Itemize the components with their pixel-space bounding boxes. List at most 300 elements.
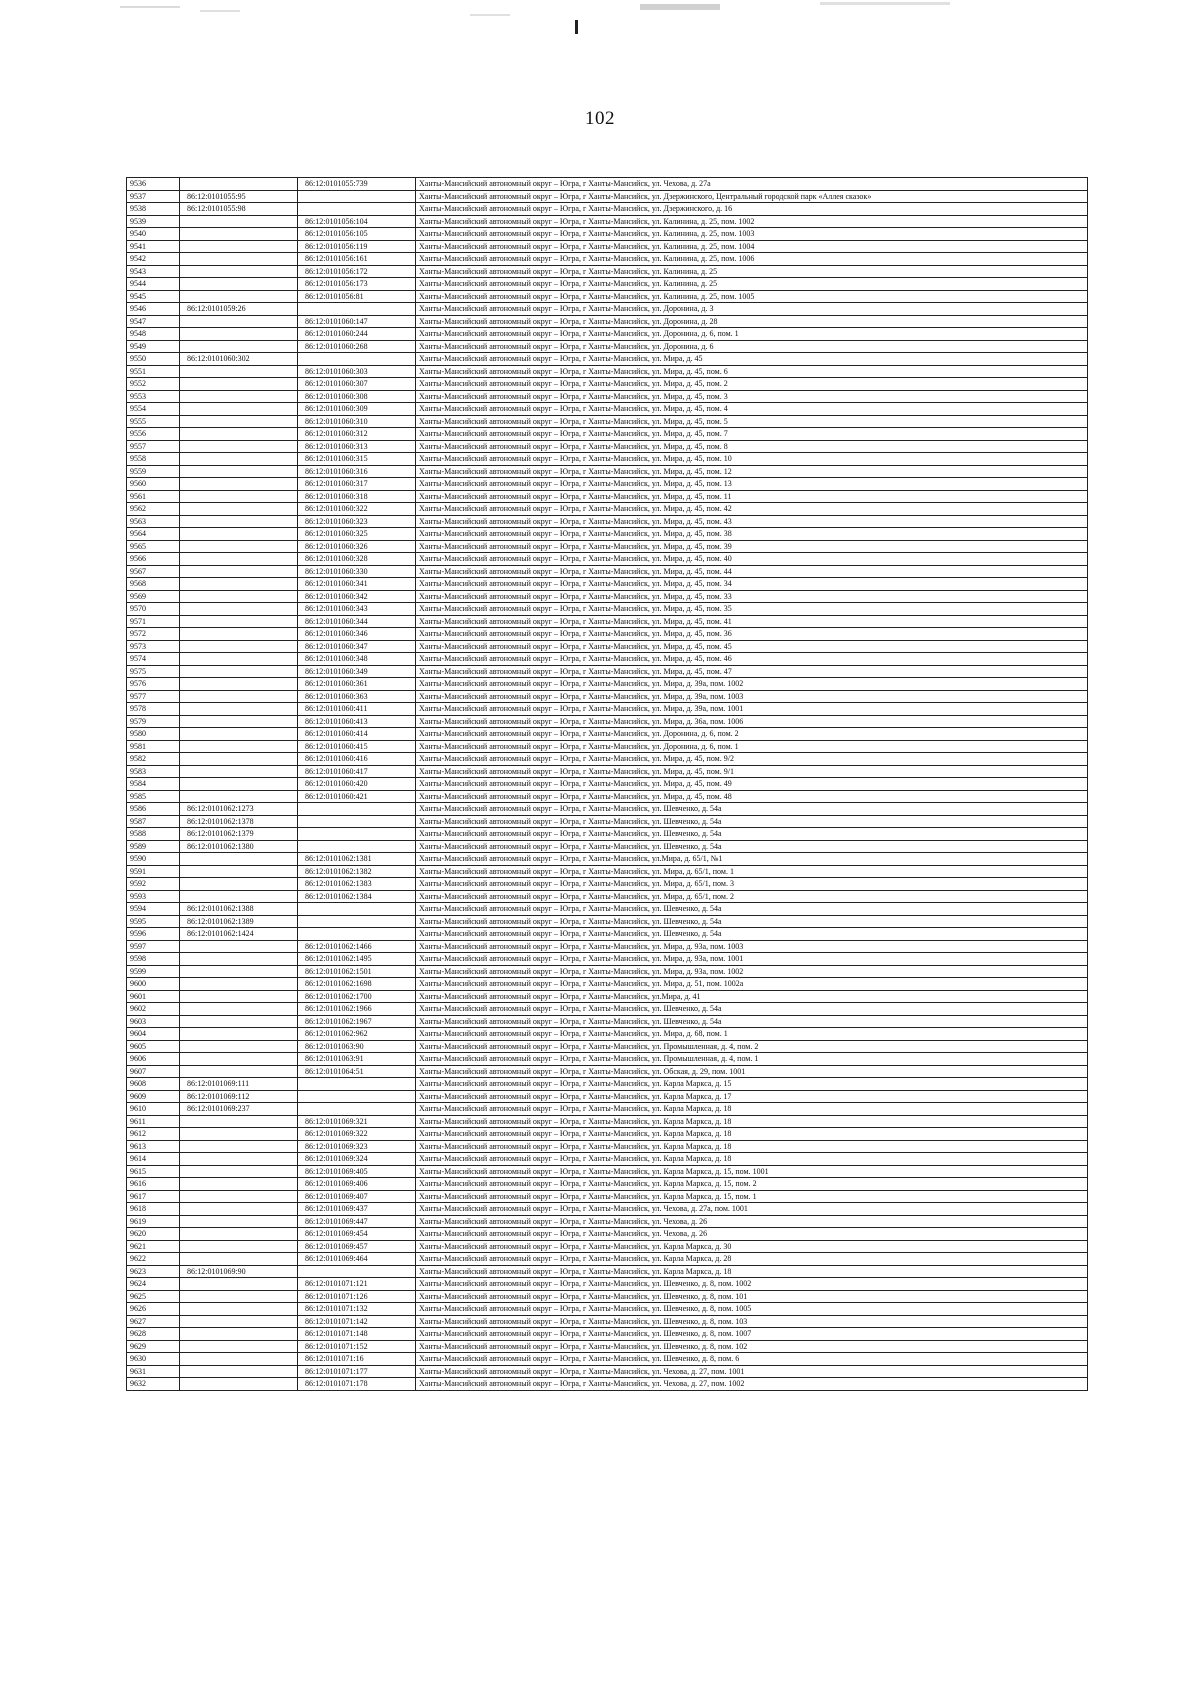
parcel-number-cell: 86:12:0101062:1379 (180, 828, 298, 841)
address-cell: Ханты-Мансийский автономный округ – Югра, г Ханты-Мансийск, ул. Доронина, д. 6 (416, 340, 1088, 353)
premises-number-cell (298, 1103, 416, 1116)
table-row (127, 603, 1088, 616)
address-cell: Ханты-Мансийский автономный округ – Югра, г Ханты-Мансийск, ул. Мира, д. 45, пом. 38 (416, 528, 1088, 541)
table-row (127, 615, 1088, 628)
address-cell: Ханты-Мансийский автономный округ – Югра, г Ханты-Мансийск, ул. Калинина, д. 25, пом. 1006 (416, 253, 1088, 266)
premises-number-cell (298, 1078, 416, 1091)
parcel-number-cell (180, 528, 298, 541)
row-number-cell: 9600 (127, 978, 180, 991)
address-cell: Ханты-Мансийский автономный округ – Югра, г Ханты-Мансийск, ул. Карла Маркса, д. 15 (416, 1078, 1088, 1091)
parcel-number-cell (180, 990, 298, 1003)
row-number-cell: 9607 (127, 1065, 180, 1078)
table-row (127, 1215, 1088, 1228)
premises-number-cell: 86:12:0101060:307 (298, 378, 416, 391)
premises-number-cell: 86:12:0101071:126 (298, 1290, 416, 1303)
premises-number-cell: 86:12:0101069:464 (298, 1253, 416, 1266)
address-cell: Ханты-Мансийский автономный округ – Югра, г Ханты-Мансийск, ул. Мира, д. 65/1, пом. 2 (416, 890, 1088, 903)
parcel-number-cell (180, 553, 298, 566)
row-number-cell: 9548 (127, 328, 180, 341)
address-cell: Ханты-Мансийский автономный округ – Югра, г Ханты-Мансийск, ул. Мира, д. 45, пом. 6 (416, 365, 1088, 378)
parcel-number-cell (180, 340, 298, 353)
parcel-number-cell (180, 1340, 298, 1353)
table-row (127, 815, 1088, 828)
row-number-cell: 9626 (127, 1303, 180, 1316)
parcel-number-cell (180, 428, 298, 441)
address-cell: Ханты-Мансийский автономный округ – Югра, г Ханты-Мансийск, ул. Карла Маркса, д. 15, пом. 2 (416, 1178, 1088, 1191)
table-row (127, 790, 1088, 803)
row-number-cell: 9619 (127, 1215, 180, 1228)
row-number-cell: 9598 (127, 953, 180, 966)
address-cell: Ханты-Мансийский автономный округ – Югра, г Ханты-Мансийск, ул. Мира, д. 65/1, пом. 3 (416, 878, 1088, 891)
row-number-cell: 9620 (127, 1228, 180, 1241)
table-row (127, 203, 1088, 216)
row-number-cell: 9592 (127, 878, 180, 891)
address-cell: Ханты-Мансийский автономный округ – Югра, г Ханты-Мансийск, ул. Доронина, д. 6, пом. 1 (416, 740, 1088, 753)
address-cell: Ханты-Мансийский автономный округ – Югра, г Ханты-Мансийск, ул. Карла Маркса, д. 18 (416, 1128, 1088, 1141)
parcel-number-cell (180, 178, 298, 191)
row-number-cell: 9566 (127, 553, 180, 566)
address-cell: Ханты-Мансийский автономный округ – Югра, г Ханты-Мансийск, ул. Обская, д. 29, пом. 1001 (416, 1065, 1088, 1078)
address-cell: Ханты-Мансийский автономный округ – Югра, г Ханты-Мансийск, ул. Мира, д. 93а, пом. 1001 (416, 953, 1088, 966)
parcel-number-cell (180, 1115, 298, 1128)
parcel-number-cell (180, 640, 298, 653)
premises-number-cell (298, 903, 416, 916)
table-row (127, 828, 1088, 841)
address-cell: Ханты-Мансийский автономный округ – Югра, г Ханты-Мансийск, ул. Мира, д. 45, пом. 44 (416, 565, 1088, 578)
premises-number-cell: 86:12:0101060:313 (298, 440, 416, 453)
parcel-number-cell (180, 253, 298, 266)
parcel-number-cell (180, 453, 298, 466)
premises-number-cell: 86:12:0101071:121 (298, 1278, 416, 1291)
address-cell: Ханты-Мансийский автономный округ – Югра, г Ханты-Мансийск, ул. Мира, д. 45, пом. 8 (416, 440, 1088, 453)
table-row (127, 265, 1088, 278)
premises-number-cell: 86:12:0101060:342 (298, 590, 416, 603)
address-cell: Ханты-Мансийский автономный округ – Югра, г Ханты-Мансийск, ул. Мира, д. 45, пом. 36 (416, 628, 1088, 641)
address-cell: Ханты-Мансийский автономный округ – Югра, г Ханты-Мансийск, ул. Мира, д. 45, пом. 39 (416, 540, 1088, 553)
table-row (127, 1253, 1088, 1266)
premises-number-cell: 86:12:0101062:1384 (298, 890, 416, 903)
premises-number-cell: 86:12:0101056:105 (298, 228, 416, 241)
table-row (127, 315, 1088, 328)
premises-number-cell: 86:12:0101060:308 (298, 390, 416, 403)
premises-number-cell: 86:12:0101060:325 (298, 528, 416, 541)
table-row (127, 1053, 1088, 1066)
row-number-cell: 9543 (127, 265, 180, 278)
premises-number-cell: 86:12:0101069:323 (298, 1140, 416, 1153)
table-row (127, 678, 1088, 691)
row-number-cell: 9552 (127, 378, 180, 391)
parcel-number-cell (180, 1240, 298, 1253)
parcel-number-cell (180, 665, 298, 678)
row-number-cell: 9539 (127, 215, 180, 228)
row-number-cell: 9618 (127, 1203, 180, 1216)
row-number-cell: 9538 (127, 203, 180, 216)
address-cell: Ханты-Мансийский автономный округ – Югра, г Ханты-Мансийск, ул. Шевченко, д. 8, пом. 101 (416, 1290, 1088, 1303)
address-cell: Ханты-Мансийский автономный округ – Югра, г Ханты-Мансийск, ул. Мира, д. 45, пом. 43 (416, 515, 1088, 528)
parcel-number-cell (180, 728, 298, 741)
table-row (127, 1265, 1088, 1278)
address-cell: Ханты-Мансийский автономный округ – Югра, г Ханты-Мансийск, ул. Шевченко, д. 8, пом. 1007 (416, 1328, 1088, 1341)
parcel-number-cell (180, 215, 298, 228)
row-number-cell: 9603 (127, 1015, 180, 1028)
premises-number-cell: 86:12:0101071:148 (298, 1328, 416, 1341)
parcel-number-cell (180, 1140, 298, 1153)
row-number-cell: 9588 (127, 828, 180, 841)
parcel-number-cell (180, 315, 298, 328)
table-row (127, 703, 1088, 716)
table-row (127, 803, 1088, 816)
address-cell: Ханты-Мансийский автономный округ – Югра, г Ханты-Мансийск, ул. Карла Маркса, д. 18 (416, 1140, 1088, 1153)
row-number-cell: 9536 (127, 178, 180, 191)
address-cell: Ханты-Мансийский автономный округ – Югра, г Ханты-Мансийск, ул. Карла Маркса, д. 15, пом. 1 (416, 1190, 1088, 1203)
table-row (127, 303, 1088, 316)
row-number-cell: 9580 (127, 728, 180, 741)
table-row (127, 1303, 1088, 1316)
table-row (127, 765, 1088, 778)
table-row (127, 878, 1088, 891)
row-number-cell: 9593 (127, 890, 180, 903)
parcel-number-cell (180, 1128, 298, 1141)
premises-number-cell (298, 1265, 416, 1278)
address-cell: Ханты-Мансийский автономный округ – Югра, г Ханты-Мансийск, ул.Мира, д. 41 (416, 990, 1088, 1003)
address-cell: Ханты-Мансийский автономный округ – Югра, г Ханты-Мансийск, ул. Мира, д. 39а, пом. 1001 (416, 703, 1088, 716)
premises-number-cell: 86:12:0101056:172 (298, 265, 416, 278)
premises-number-cell: 86:12:0101060:317 (298, 478, 416, 491)
premises-number-cell: 86:12:0101071:16 (298, 1353, 416, 1366)
row-number-cell: 9558 (127, 453, 180, 466)
premises-number-cell: 86:12:0101060:416 (298, 753, 416, 766)
row-number-cell: 9563 (127, 515, 180, 528)
table-row (127, 1340, 1088, 1353)
premises-number-cell: 86:12:0101056:104 (298, 215, 416, 228)
address-cell: Ханты-Мансийский автономный округ – Югра, г Ханты-Мансийск, ул. Карла Маркса, д. 18 (416, 1115, 1088, 1128)
row-number-cell: 9573 (127, 640, 180, 653)
row-number-cell: 9565 (127, 540, 180, 553)
premises-number-cell: 86:12:0101062:1966 (298, 1003, 416, 1016)
parcel-number-cell (180, 1065, 298, 1078)
row-number-cell: 9570 (127, 603, 180, 616)
premises-number-cell: 86:12:0101060:326 (298, 540, 416, 553)
table-row (127, 890, 1088, 903)
parcel-number-cell (180, 1303, 298, 1316)
address-cell: Ханты-Мансийский автономный округ – Югра, г Ханты-Мансийск, ул. Мира, д. 45, пом. 4 (416, 403, 1088, 416)
row-number-cell: 9540 (127, 228, 180, 241)
address-cell: Ханты-Мансийский автономный округ – Югра, г Ханты-Мансийск, ул. Калинина, д. 25, пом. 1002 (416, 215, 1088, 228)
premises-number-cell: 86:12:0101063:90 (298, 1040, 416, 1053)
address-cell: Ханты-Мансийский автономный округ – Югра, г Ханты-Мансийск, ул. Мира, д. 65/1, пом. 1 (416, 865, 1088, 878)
parcel-number-cell (180, 590, 298, 603)
table-row (127, 915, 1088, 928)
row-number-cell: 9590 (127, 853, 180, 866)
premises-number-cell: 86:12:0101060:312 (298, 428, 416, 441)
premises-number-cell: 86:12:0101069:321 (298, 1115, 416, 1128)
premises-number-cell: 86:12:0101060:415 (298, 740, 416, 753)
address-cell: Ханты-Мансийский автономный округ – Югра, г Ханты-Мансийск, ул. Карла Маркса, д. 17 (416, 1090, 1088, 1103)
table-row (127, 353, 1088, 366)
table-row (127, 840, 1088, 853)
address-cell: Ханты-Мансийский автономный округ – Югра, г Ханты-Мансийск, ул. Шевченко, д. 8, пом. 1005 (416, 1303, 1088, 1316)
row-number-cell: 9629 (127, 1340, 180, 1353)
table-row (127, 453, 1088, 466)
parcel-number-cell (180, 403, 298, 416)
row-number-cell: 9606 (127, 1053, 180, 1066)
address-cell: Ханты-Мансийский автономный округ – Югра, г Ханты-Мансийск, ул. Мира, д. 93а, пом. 1003 (416, 940, 1088, 953)
row-number-cell: 9617 (127, 1190, 180, 1203)
premises-number-cell: 86:12:0101060:349 (298, 665, 416, 678)
row-number-cell: 9571 (127, 615, 180, 628)
premises-number-cell: 86:12:0101060:348 (298, 653, 416, 666)
premises-number-cell: 86:12:0101069:457 (298, 1240, 416, 1253)
table-row (127, 565, 1088, 578)
parcel-number-cell (180, 765, 298, 778)
row-number-cell: 9545 (127, 290, 180, 303)
row-number-cell: 9613 (127, 1140, 180, 1153)
address-cell: Ханты-Мансийский автономный округ – Югра, г Ханты-Мансийск, ул. Мира, д. 45, пом. 13 (416, 478, 1088, 491)
table-row (127, 1240, 1088, 1253)
address-cell: Ханты-Мансийский автономный округ – Югра, г Ханты-Мансийск, ул. Чехова, д. 27, пом. 1001 (416, 1365, 1088, 1378)
parcel-number-cell (180, 1190, 298, 1203)
parcel-number-cell: 86:12:0101055:98 (180, 203, 298, 216)
parcel-number-cell: 86:12:0101062:1389 (180, 915, 298, 928)
table-row (127, 953, 1088, 966)
table-row (127, 628, 1088, 641)
premises-number-cell: 86:12:0101071:142 (298, 1315, 416, 1328)
premises-number-cell: 86:12:0101060:361 (298, 678, 416, 691)
row-number-cell: 9567 (127, 565, 180, 578)
address-cell: Ханты-Мансийский автономный округ – Югра, г Ханты-Мансийск, ул. Дзержинского, д. 16 (416, 203, 1088, 216)
row-number-cell: 9578 (127, 703, 180, 716)
address-cell: Ханты-Мансийский автономный округ – Югра, г Ханты-Мансийск, ул. Мира, д. 45, пом. 45 (416, 640, 1088, 653)
premises-number-cell: 86:12:0101056:161 (298, 253, 416, 266)
table-row (127, 1065, 1088, 1078)
address-cell: Ханты-Мансийский автономный округ – Югра, г Ханты-Мансийск, ул. Шевченко, д. 54а (416, 840, 1088, 853)
row-number-cell: 9622 (127, 1253, 180, 1266)
row-number-cell: 9632 (127, 1378, 180, 1391)
parcel-number-cell (180, 1253, 298, 1266)
premises-number-cell (298, 353, 416, 366)
premises-number-cell (298, 1090, 416, 1103)
parcel-number-cell (180, 478, 298, 491)
table-row (127, 1228, 1088, 1241)
parcel-number-cell (180, 1215, 298, 1228)
row-number-cell: 9621 (127, 1240, 180, 1253)
registry-table (126, 177, 1088, 1391)
premises-number-cell: 86:12:0101060:341 (298, 578, 416, 591)
parcel-number-cell (180, 415, 298, 428)
premises-number-cell: 86:12:0101069:447 (298, 1215, 416, 1228)
premises-number-cell: 86:12:0101062:962 (298, 1028, 416, 1041)
parcel-number-cell: 86:12:0101059:26 (180, 303, 298, 316)
row-number-cell: 9628 (127, 1328, 180, 1341)
table-row (127, 1190, 1088, 1203)
parcel-number-cell (180, 1053, 298, 1066)
parcel-number-cell (180, 540, 298, 553)
parcel-number-cell: 86:12:0101062:1424 (180, 928, 298, 941)
address-cell: Ханты-Мансийский автономный округ – Югра, г Ханты-Мансийск, ул. Мира, д. 45, пом. 3 (416, 390, 1088, 403)
table-row (127, 515, 1088, 528)
address-cell: Ханты-Мансийский автономный округ – Югра, г Ханты-Мансийск, ул. Чехова, д. 27а, пом. 1001 (416, 1203, 1088, 1216)
row-number-cell: 9614 (127, 1153, 180, 1166)
row-number-cell: 9616 (127, 1178, 180, 1191)
table-row (127, 1203, 1088, 1216)
parcel-number-cell (180, 790, 298, 803)
row-number-cell: 9609 (127, 1090, 180, 1103)
premises-number-cell: 86:12:0101062:1466 (298, 940, 416, 953)
table-row (127, 978, 1088, 991)
premises-number-cell: 86:12:0101062:1495 (298, 953, 416, 966)
premises-number-cell: 86:12:0101060:322 (298, 503, 416, 516)
address-cell: Ханты-Мансийский автономный округ – Югра, г Ханты-Мансийск, ул. Мира, д. 45, пом. 41 (416, 615, 1088, 628)
address-cell: Ханты-Мансийский автономный округ – Югра, г Ханты-Мансийск, ул. Шевченко, д. 54а (416, 815, 1088, 828)
parcel-number-cell (180, 865, 298, 878)
address-cell: Ханты-Мансийский автономный округ – Югра, г Ханты-Мансийск, ул. Промышленная, д. 4, пом. 2 (416, 1040, 1088, 1053)
premises-number-cell: 86:12:0101056:119 (298, 240, 416, 253)
table-row (127, 403, 1088, 416)
address-cell: Ханты-Мансийский автономный округ – Югра, г Ханты-Мансийск, ул. Калинина, д. 25, пом. 1004 (416, 240, 1088, 253)
address-cell: Ханты-Мансийский автономный округ – Югра, г Ханты-Мансийск, ул. Мира, д. 45, пом. 10 (416, 453, 1088, 466)
row-number-cell: 9630 (127, 1353, 180, 1366)
table-row (127, 1378, 1088, 1391)
table-row (127, 1153, 1088, 1166)
address-cell: Ханты-Мансийский автономный округ – Югра, г Ханты-Мансийск, ул. Шевченко, д. 54а (416, 1015, 1088, 1028)
table-row (127, 928, 1088, 941)
premises-number-cell: 86:12:0101060:343 (298, 603, 416, 616)
address-cell: Ханты-Мансийский автономный округ – Югра, г Ханты-Мансийск, ул. Мира, д. 45, пом. 33 (416, 590, 1088, 603)
parcel-number-cell (180, 615, 298, 628)
premises-number-cell (298, 303, 416, 316)
address-cell: Ханты-Мансийский автономный округ – Югра, г Ханты-Мансийск, ул. Доронина, д. 6, пом. 1 (416, 328, 1088, 341)
table-row (127, 328, 1088, 341)
address-cell: Ханты-Мансийский автономный округ – Югра, г Ханты-Мансийск, ул. Шевченко, д. 8, пом. 103 (416, 1315, 1088, 1328)
table-row (127, 1115, 1088, 1128)
row-number-cell: 9576 (127, 678, 180, 691)
parcel-number-cell (180, 1328, 298, 1341)
parcel-number-cell (180, 278, 298, 291)
premises-number-cell: 86:12:0101060:323 (298, 515, 416, 528)
premises-number-cell: 86:12:0101060:413 (298, 715, 416, 728)
row-number-cell: 9582 (127, 753, 180, 766)
table-row (127, 215, 1088, 228)
premises-number-cell: 86:12:0101069:324 (298, 1153, 416, 1166)
premises-number-cell: 86:12:0101071:177 (298, 1365, 416, 1378)
parcel-number-cell (180, 1278, 298, 1291)
table-row (127, 753, 1088, 766)
parcel-number-cell (180, 390, 298, 403)
table-row (127, 665, 1088, 678)
row-number-cell: 9583 (127, 765, 180, 778)
row-number-cell: 9575 (127, 665, 180, 678)
address-cell: Ханты-Мансийский автономный округ – Югра, г Ханты-Мансийск, ул.Мира, д. 65/1, №1 (416, 853, 1088, 866)
premises-number-cell: 86:12:0101060:309 (298, 403, 416, 416)
row-number-cell: 9546 (127, 303, 180, 316)
address-cell: Ханты-Мансийский автономный округ – Югра, г Ханты-Мансийск, ул. Чехова, д. 26 (416, 1215, 1088, 1228)
premises-number-cell: 86:12:0101062:1967 (298, 1015, 416, 1028)
premises-number-cell: 86:12:0101060:315 (298, 453, 416, 466)
row-number-cell: 9587 (127, 815, 180, 828)
premises-number-cell: 86:12:0101060:316 (298, 465, 416, 478)
parcel-number-cell (180, 1203, 298, 1216)
parcel-number-cell (180, 1040, 298, 1053)
parcel-number-cell (180, 965, 298, 978)
premises-number-cell: 86:12:0101064:51 (298, 1065, 416, 1078)
row-number-cell: 9596 (127, 928, 180, 941)
address-cell: Ханты-Мансийский автономный округ – Югра, г Ханты-Мансийск, ул. Мира, д. 39а, пом. 1002 (416, 678, 1088, 691)
premises-number-cell: 86:12:0101060:346 (298, 628, 416, 641)
premises-number-cell (298, 190, 416, 203)
parcel-number-cell (180, 703, 298, 716)
table-row (127, 1003, 1088, 1016)
address-cell: Ханты-Мансийский автономный округ – Югра, г Ханты-Мансийск, ул. Чехова, д. 27, пом. 1002 (416, 1378, 1088, 1391)
address-cell: Ханты-Мансийский автономный округ – Югра, г Ханты-Мансийск, ул. Мира, д. 45, пом. 47 (416, 665, 1088, 678)
table-row (127, 503, 1088, 516)
premises-number-cell: 86:12:0101069:322 (298, 1128, 416, 1141)
address-cell: Ханты-Мансийский автономный округ – Югра, г Ханты-Мансийск, ул. Мира, д. 45, пом. 49 (416, 778, 1088, 791)
premises-number-cell (298, 203, 416, 216)
table-row (127, 540, 1088, 553)
address-cell: Ханты-Мансийский автономный округ – Югра, г Ханты-Мансийск, ул. Мира, д. 45, пом. 40 (416, 553, 1088, 566)
premises-number-cell: 86:12:0101060:328 (298, 553, 416, 566)
row-number-cell: 9555 (127, 415, 180, 428)
address-cell: Ханты-Мансийский автономный округ – Югра, г Ханты-Мансийск, ул. Шевченко, д. 54а (416, 803, 1088, 816)
row-number-cell: 9544 (127, 278, 180, 291)
premises-number-cell (298, 915, 416, 928)
parcel-number-cell (180, 678, 298, 691)
table-row (127, 1040, 1088, 1053)
parcel-number-cell (180, 1378, 298, 1391)
premises-number-cell: 86:12:0101071:152 (298, 1340, 416, 1353)
parcel-number-cell (180, 715, 298, 728)
parcel-number-cell (180, 503, 298, 516)
address-cell: Ханты-Мансийский автономный округ – Югра, г Ханты-Мансийск, ул. Карла Маркса, д. 15, пом. 1001 (416, 1165, 1088, 1178)
table-row (127, 365, 1088, 378)
table-row (127, 190, 1088, 203)
parcel-number-cell: 86:12:0101060:302 (180, 353, 298, 366)
row-number-cell: 9623 (127, 1265, 180, 1278)
premises-number-cell: 86:12:0101060:330 (298, 565, 416, 578)
parcel-number-cell: 86:12:0101069:90 (180, 1265, 298, 1278)
premises-number-cell: 86:12:0101069:406 (298, 1178, 416, 1191)
address-cell: Ханты-Мансийский автономный округ – Югра, г Ханты-Мансийск, ул. Мира, д. 45, пом. 5 (416, 415, 1088, 428)
premises-number-cell: 86:12:0101063:91 (298, 1053, 416, 1066)
parcel-number-cell (180, 1003, 298, 1016)
premises-number-cell: 86:12:0101060:347 (298, 640, 416, 653)
premises-number-cell: 86:12:0101071:132 (298, 1303, 416, 1316)
premises-number-cell: 86:12:0101060:411 (298, 703, 416, 716)
parcel-number-cell: 86:12:0101055:95 (180, 190, 298, 203)
parcel-number-cell (180, 940, 298, 953)
parcel-number-cell: 86:12:0101069:112 (180, 1090, 298, 1103)
address-cell: Ханты-Мансийский автономный округ – Югра, г Ханты-Мансийск, ул. Мира, д. 45, пом. 35 (416, 603, 1088, 616)
table-row (127, 778, 1088, 791)
parcel-number-cell (180, 853, 298, 866)
parcel-number-cell (180, 265, 298, 278)
parcel-number-cell (180, 1178, 298, 1191)
row-number-cell: 9589 (127, 840, 180, 853)
address-cell: Ханты-Мансийский автономный округ – Югра, г Ханты-Мансийск, ул. Мира, д. 45, пом. 9/2 (416, 753, 1088, 766)
row-number-cell: 9542 (127, 253, 180, 266)
row-number-cell: 9591 (127, 865, 180, 878)
row-number-cell: 9564 (127, 528, 180, 541)
parcel-number-cell (180, 365, 298, 378)
row-number-cell: 9581 (127, 740, 180, 753)
address-cell: Ханты-Мансийский автономный округ – Югра, г Ханты-Мансийск, ул. Мира, д. 45, пом. 2 (416, 378, 1088, 391)
row-number-cell: 9541 (127, 240, 180, 253)
premises-number-cell: 86:12:0101071:178 (298, 1378, 416, 1391)
parcel-number-cell (180, 465, 298, 478)
table-row (127, 740, 1088, 753)
premises-number-cell (298, 840, 416, 853)
parcel-number-cell (180, 1365, 298, 1378)
